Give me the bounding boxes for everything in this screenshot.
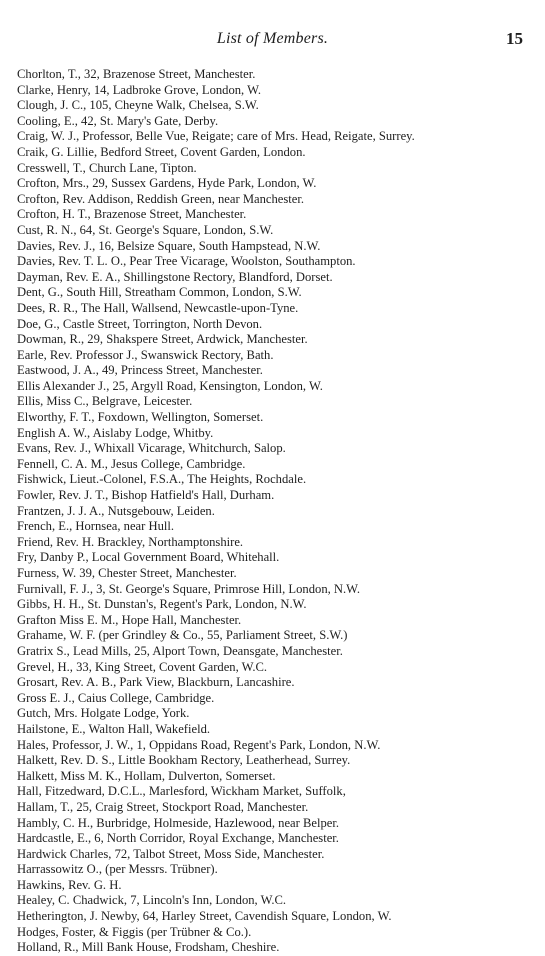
member-entry: French, E., Hornsea, near Hull. xyxy=(17,519,175,534)
member-entry: Holland, R., Mill Bank House, Frodsham, Cheshire. xyxy=(17,940,280,955)
member-entry: Crofton, Mrs., 29, Sussex Gardens, Hyde Park, London, W. xyxy=(17,176,317,191)
member-entry: English A. W., Aislaby Lodge, Whitby. xyxy=(17,425,214,440)
member-entry: Gutch, Mrs. Holgate Lodge, York. xyxy=(17,706,190,721)
member-entry: Dayman, Rev. E. A., Shillingstone Rectory, Blandford, Dorset. xyxy=(17,269,333,284)
member-entry: Davies, Rev. T. L. O., Pear Tree Vicarage, Woolston, Southampton. xyxy=(17,254,356,269)
member-entry: Gross E. J., Caius College, Cambridge. xyxy=(17,690,215,705)
member-entry: Hales, Professor, J. W., 1, Oppidans Road, Regent's Park, London, N.W. xyxy=(17,737,381,752)
member-entry: Dent, G., South Hill, Streatham Common, London, S.W. xyxy=(17,285,302,300)
member-entry: Ellis, Miss C., Belgrave, Leicester. xyxy=(17,394,193,409)
running-title: List of Members. xyxy=(216,30,329,47)
member-entry: Grahame, W. F. (per Grindley & Co., 55, Parliament Street, S.W.) xyxy=(17,628,348,643)
member-entry: Furness, W. 39, Chester Street, Manchester. xyxy=(17,566,237,580)
member-entry: Elworthy, F. T., Foxdown, Wellington, Somerset. xyxy=(17,410,264,425)
member-entry: Dowman, R., 29, Shakspere Street, Ardwick, Manchester. xyxy=(17,332,308,347)
member-entry: Furnivall, F. J., 3, St. George's Square, Primrose Hill, London, N.W. xyxy=(17,581,361,596)
member-entry: Dees, R. R., The Hall, Wallsend, Newcastle-upon-Tyne. xyxy=(17,300,299,315)
member-list xyxy=(17,67,537,956)
page-number: 15 xyxy=(506,29,523,48)
member-entry: Fennell, C. A. M., Jesus College, Cambridge. xyxy=(17,456,246,471)
member-entry: Fry, Danby P., Local Government Board, Whitehall. xyxy=(17,550,280,565)
member-entry: Cresswell, T., Church Lane, Tipton. xyxy=(17,160,197,175)
member-entry: Clough, J. C., 105, Cheyne Walk, Chelsea, S.W. xyxy=(17,98,259,113)
member-entry: Hall, Fitzedward, D.C.L., Marlesford, Wickham Market, Suffolk, xyxy=(17,784,346,799)
member-entry: Crofton, H. T., Brazenose Street, Manchester. xyxy=(17,207,247,222)
member-entry: Craik, G. Lillie, Bedford Street, Covent Garden, London. xyxy=(17,144,306,159)
member-entry: Fowler, Rev. J. T., Bishop Hatfield's Hall, Durham. xyxy=(17,488,275,503)
member-entry: Halkett, Miss M. K., Hollam, Dulverton, Somerset. xyxy=(17,768,276,783)
member-entry: Doe, G., Castle Street, Torrington, North Devon. xyxy=(17,316,263,331)
member-entry: Hardcastle, E., 6, North Corridor, Royal Exchange, Manchester. xyxy=(17,831,339,846)
member-entry: Fishwick, Lieut.-Colonel, F.S.A., The Heights, Rochdale. xyxy=(17,472,307,487)
member-entry: Crofton, Rev. Addison, Reddish Green, near Manchester. xyxy=(17,191,305,206)
member-entry: Earle, Rev. Professor J., Swanswick Rectory, Bath. xyxy=(17,347,274,362)
member-entry: Grafton Miss E. M., Hope Hall, Manchester. xyxy=(17,612,242,627)
member-entry: Harrassowitz O., (per Messrs. Trübner). xyxy=(17,862,218,877)
member-entry: Hetherington, J. Newby, 64, Harley Street, Cavendish Square, London, W. xyxy=(17,909,392,924)
member-entry: Davies, Rev. J., 16, Belsize Square, South Hampstead, N.W. xyxy=(17,238,321,253)
member-entry: Evans, Rev. J., Whixall Vicarage, Whitchurch, Salop. xyxy=(17,441,286,456)
member-entry: Healey, C. Chadwick, 7, Lincoln's Inn, London, W.C. xyxy=(17,893,287,908)
member-entry: Ellis Alexander J., 25, Argyll Road, Kensington, London, W. xyxy=(17,378,323,393)
member-entry: Hambly, C. H., Burbridge, Holmeside, Hazlewood, near Belper. xyxy=(17,815,339,830)
member-entry: Clarke, Henry, 14, Ladbroke Grove, London, W. xyxy=(17,82,262,97)
member-entry: Frantzen, J. J. A., Nutsgebouw, Leiden. xyxy=(17,503,215,518)
member-entry: Hallam, T., 25, Craig Street, Stockport Road, Manchester. xyxy=(17,799,309,814)
member-entry: Hawkins, Rev. G. H. xyxy=(17,877,122,892)
member-entry: Eastwood, J. A., 49, Princess Street, Manchester. xyxy=(17,363,263,378)
member-entry: Halkett, Rev. D. S., Little Bookham Rectory, Leatherhead, Surrey. xyxy=(17,753,351,768)
page-header xyxy=(0,30,545,52)
member-entry: Gratrix S., Lead Mills, 25, Alport Town, Deansgate, Manchester. xyxy=(17,643,343,658)
member-entry: Hailstone, E., Walton Hall, Wakefield. xyxy=(17,721,211,736)
member-entry: Hardwick Charles, 72, Talbot Street, Moss Side, Manchester. xyxy=(17,846,325,861)
member-entry: Craig, W. J., Professor, Belle Vue, Reigate; care of Mrs. Head, Reigate, Surrey. xyxy=(17,129,415,144)
member-entry: Cust, R. N., 64, St. George's Square, London, S.W. xyxy=(17,222,274,237)
member-entry: Gibbs, H. H., St. Dunstan's, Regent's Park, London, N.W. xyxy=(17,597,307,612)
member-entry: Chorlton, T., 32, Brazenose Street, Manchester. xyxy=(17,67,256,81)
member-entry: Grosart, Rev. A. B., Park View, Blackburn, Lancashire. xyxy=(17,675,295,690)
member-entry: Grevel, H., 33, King Street, Covent Garden, W.C. xyxy=(17,659,268,674)
member-entry: Cooling, E., 42, St. Mary's Gate, Derby. xyxy=(17,113,219,128)
member-entry: Hodges, Foster, & Figgis (per Trübner & Co.). xyxy=(17,924,252,939)
member-entry: Friend, Rev. H. Brackley, Northamptonshire. xyxy=(17,534,244,549)
